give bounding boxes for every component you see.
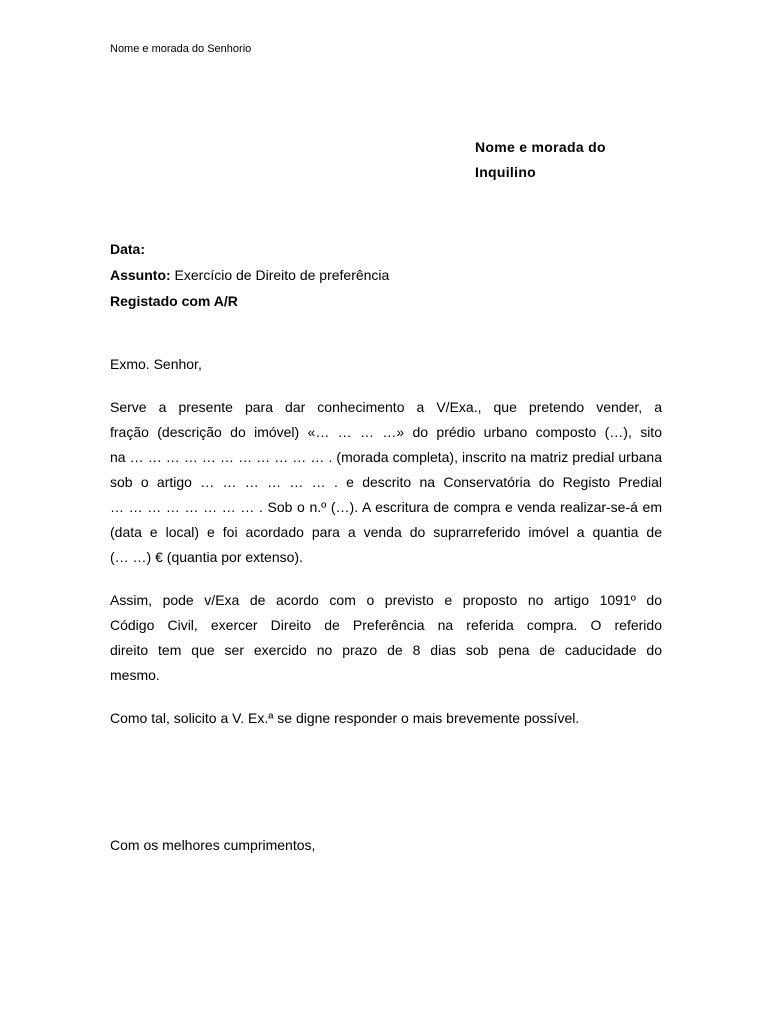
date-line [110,236,389,262]
sender-address: Nome e morada do Senhorio [110,43,252,55]
date-label: Data: [110,241,146,257]
paragraph-line: sob o artigo … … … … … … . e descrito na Conservatória do Registo Predial [110,474,662,490]
paragraph-line: Serve a presente para dar conhecimento a V/Exa., que pretendo vender, a [110,399,662,415]
paragraph-line: fração (descrição do imóvel) «… … … …» do prédio urbano composto (…), sito [110,424,662,440]
paragraph-line: mesmo. [110,667,160,683]
recipient-line-2: Inquilino [475,164,537,180]
paragraph-line: Código Civil, exercer Direito de Preferência na referida compra. O referido [110,617,662,633]
paragraph-preference-right [110,588,662,688]
paragraph-line: (… …) € (quantia por extenso). [110,549,303,565]
recipient-address [475,135,675,185]
paragraph-line: Assim, pode v/Exa de acordo com o previsto e proposto no artigo 1091º do [110,592,662,608]
registered-line [110,288,389,314]
registered-label: Registado com A/R [110,293,238,309]
paragraph-request-reply [110,706,662,731]
salutation: Exmo. Senhor, [110,356,202,372]
subject-text: Exercício de Direito de preferência [170,267,390,283]
paragraph-line: … … … … … … … … . Sob o n.º (…). A escritura de compra e venda realizar-se-á em [110,499,662,515]
closing-line: Com os melhores cumprimentos, [110,837,316,853]
paragraph-line: Como tal, solicito a V. Ex.ª se digne responder o mais brevemente possível. [110,710,580,726]
subject-label: Assunto: [110,267,171,283]
paragraph-sale-notice [110,395,662,570]
recipient-line-1: Nome e morada do [475,139,606,155]
subject-line [110,262,389,288]
paragraph-line: (data e local) e foi acordado para a venda do suprarreferido imóvel a quantia de [110,524,662,540]
paragraph-line: direito tem que ser exercido no prazo de 8 dias sob pena de caducidade do [110,642,662,658]
paragraph-line: na … … … … … … … … … … … . (morada completa), inscrito na matriz predial urbana [110,449,662,465]
letter-header [110,236,389,314]
